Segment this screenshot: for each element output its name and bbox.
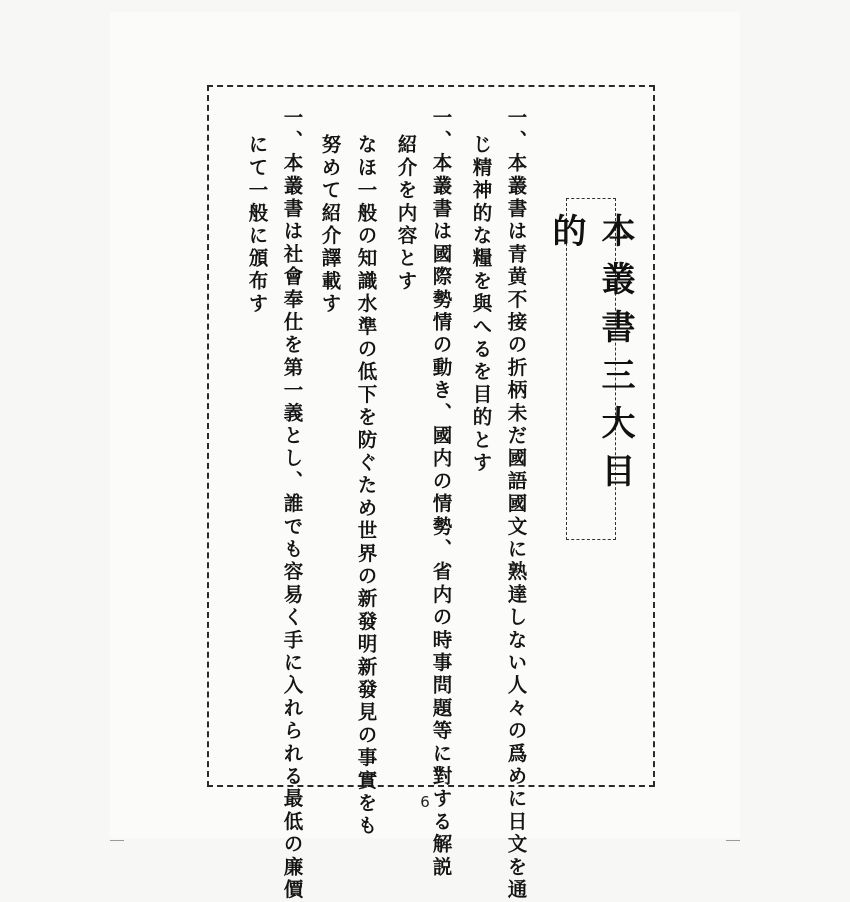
- text-column-1: 一、本叢書は青黄不接の折柄未だ國語國文に熟達しない人々の爲めに日文を通: [504, 107, 528, 902]
- text-column-8: にて一般に頒布す: [245, 134, 269, 316]
- page-title: 本叢書三大目的: [546, 213, 635, 501]
- page-number: 6: [420, 793, 430, 811]
- text-column-5: なほ一般の知識水準の低下を防ぐため世界の新發明新發見の事實をも: [354, 134, 378, 838]
- text-column-4: 紹介を内容とす: [394, 134, 418, 293]
- text-column-7: 一、本叢書は社會奉仕を第一義とし、誰でも容易く手に入れられる最低の廉價: [280, 107, 304, 902]
- text-column-6: 努めて紹介譯載す: [318, 134, 342, 316]
- edge-mark-left: [110, 840, 124, 841]
- text-column-3: 一、本叢書は國際勢情の動き、國内の情勢、省内の時事問題等に對する解説: [429, 107, 453, 879]
- text-column-2: じ精神的な糧を與へるを目的とす: [469, 134, 493, 475]
- edge-mark-right: [726, 840, 740, 841]
- heading-box: [546, 198, 635, 540]
